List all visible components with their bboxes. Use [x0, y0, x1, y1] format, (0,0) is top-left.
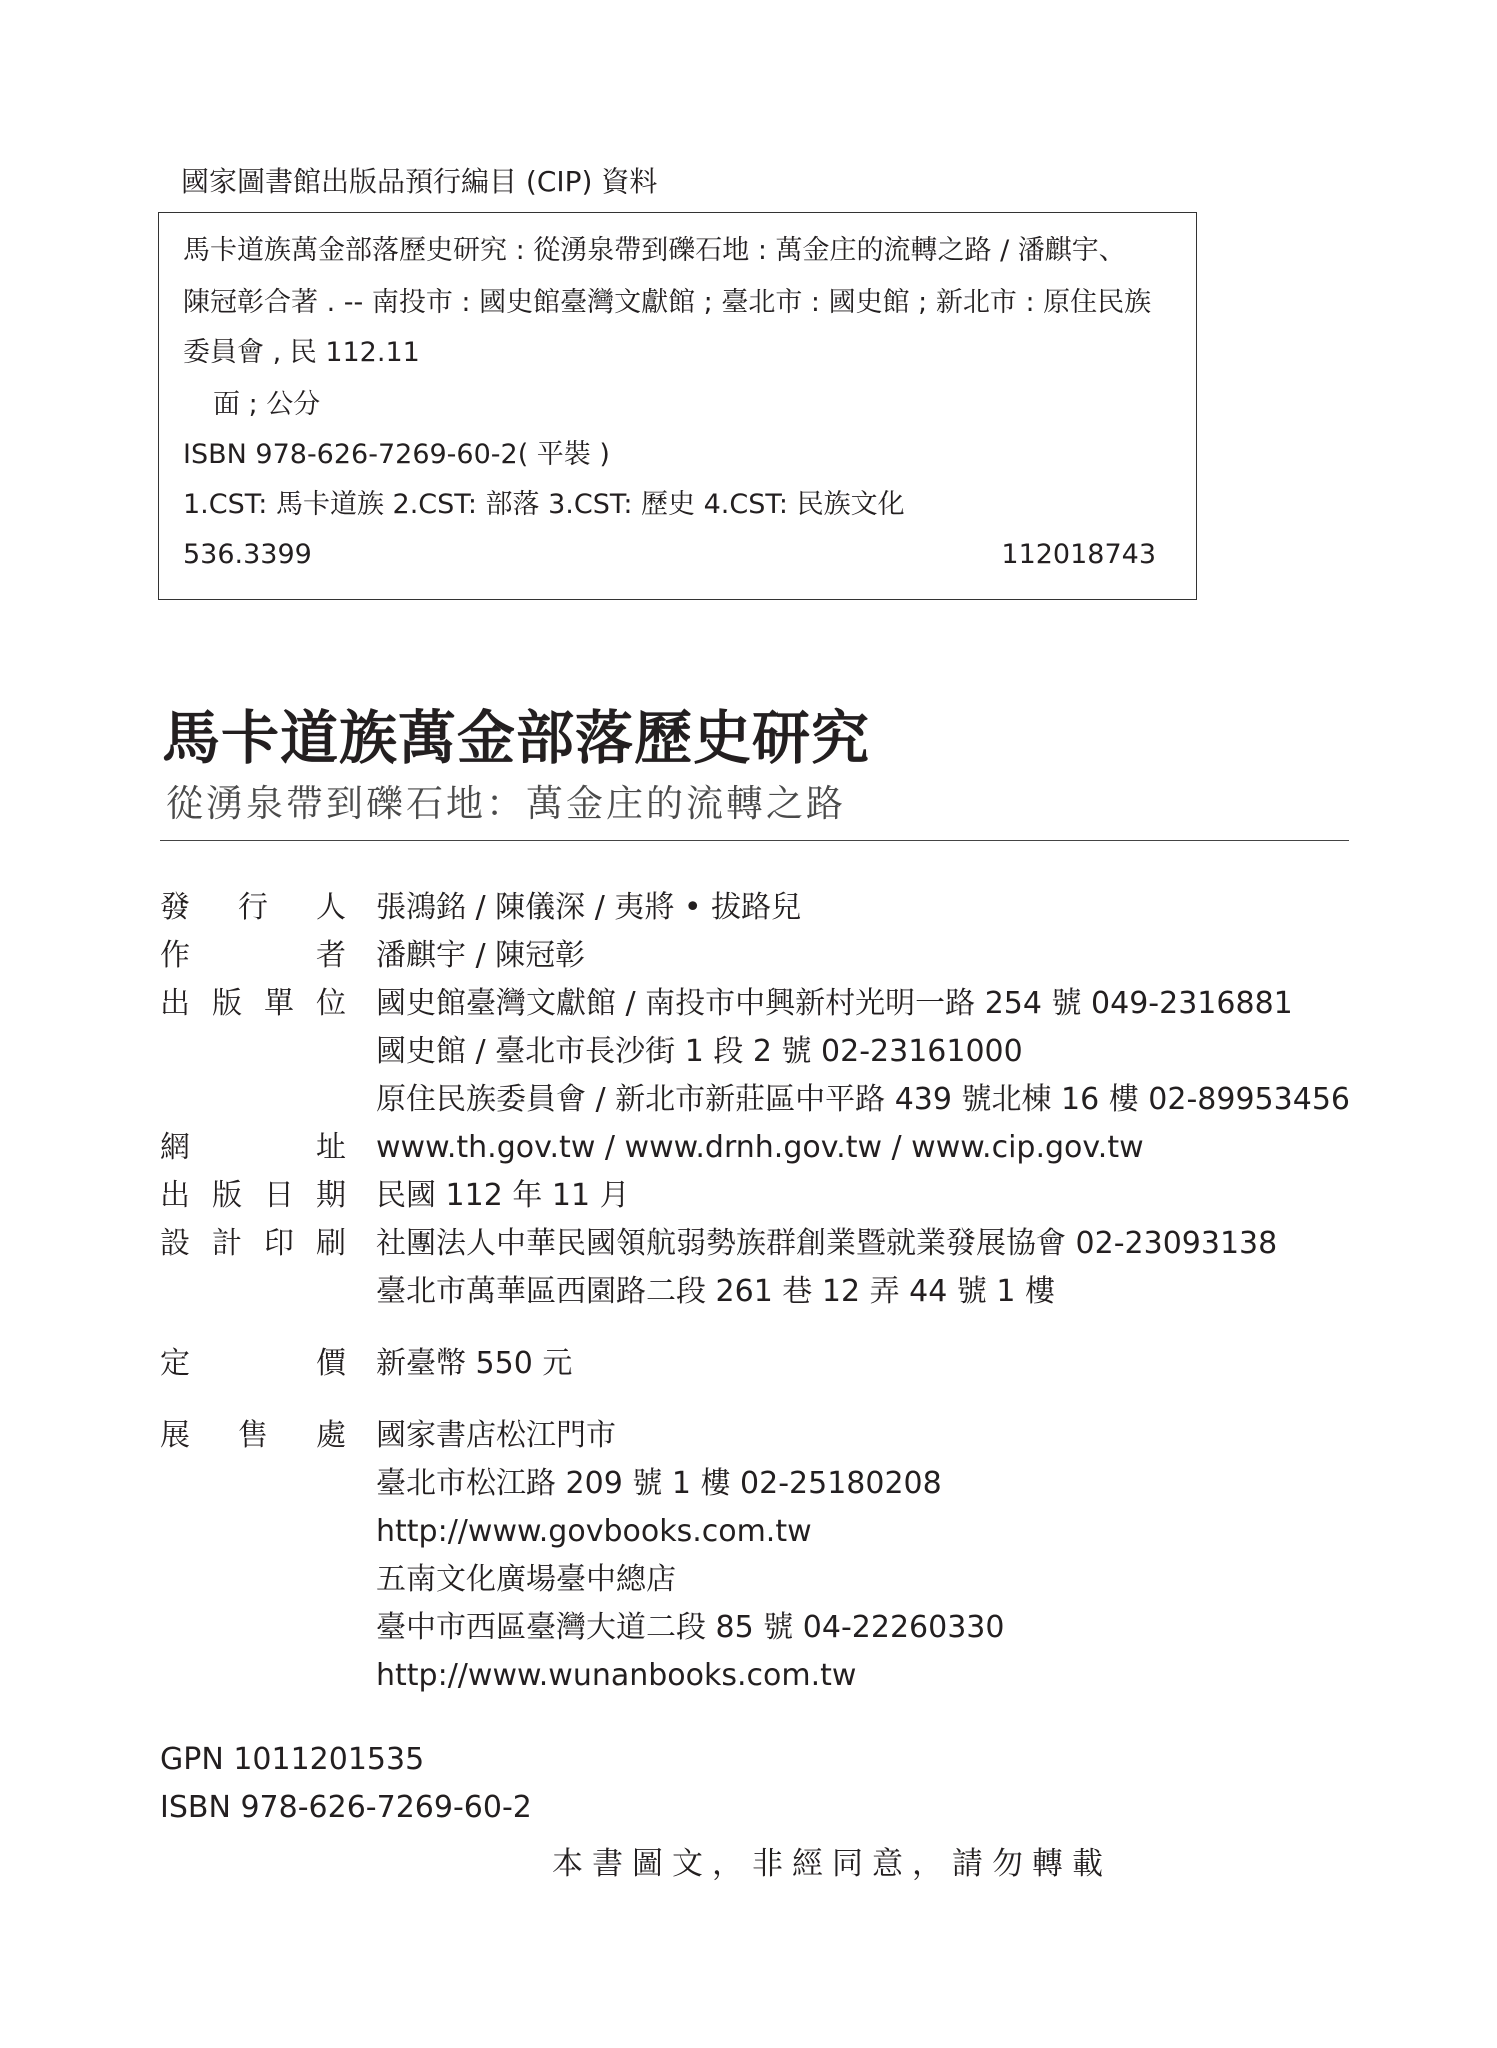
sales-url-1: http://www.govbooks.com.tw — [376, 1514, 812, 1549]
publishing-unit-label: 出 版 單 位 — [160, 986, 346, 1021]
sales-address-2: 臺中市西區臺灣大道二段 85 號 04-22260330 — [376, 1610, 1005, 1645]
author-label: 作 者 — [160, 938, 346, 973]
website-label: 網 址 — [160, 1130, 346, 1165]
publisher-label: 發 行 人 — [160, 890, 346, 925]
isbn-number: ISBN 978-626-7269-60-2 — [160, 1790, 532, 1825]
price-value: 新臺幣 550 元 — [376, 1346, 573, 1381]
book-title: 馬卡道族萬金部落歷史研究 — [162, 704, 871, 772]
sales-store-2: 五南文化廣場臺中總店 — [376, 1562, 676, 1597]
publishing-unit-2: 國史館 / 臺北市長沙街 1 段 2 號 02-23161000 — [376, 1034, 1023, 1069]
date-value: 民國 112 年 11 月 — [376, 1178, 630, 1213]
publishing-unit-3: 原住民族委員會 / 新北市新莊區中平路 439 號北棟 16 樓 02-89953456 — [376, 1082, 1350, 1117]
sales-address-1: 臺北市松江路 209 號 1 樓 02-25180208 — [376, 1466, 942, 1501]
cip-record-number: 112018743 — [1001, 539, 1156, 570]
cip-line-date: 委員會 , 民 112.11 — [183, 337, 420, 368]
design-value-1: 社團法人中華民國領航弱勢族群創業暨就業發展協會 02-23093138 — [376, 1226, 1278, 1261]
sales-url-2: http://www.wunanbooks.com.tw — [376, 1658, 857, 1693]
book-subtitle: 從湧泉帶到礫石地：萬金庄的流轉之路 — [166, 782, 846, 825]
price-label: 定 價 — [160, 1346, 346, 1381]
design-value-2: 臺北市萬華區西園路二段 261 巷 12 弄 44 號 1 樓 — [376, 1274, 1055, 1309]
cip-record-box — [158, 212, 1197, 600]
cip-line-subjects: 1.CST: 馬卡道族 2.CST: 部落 3.CST: 歷史 4.CST: 民族文化 — [183, 489, 905, 520]
cip-line-pages: 面 ; 公分 — [213, 389, 321, 420]
cip-classification: 536.3399 — [183, 539, 312, 570]
cip-heading: 國家圖書館出版品預行編目 (CIP) 資料 — [181, 165, 658, 198]
author-value: 潘麒宇 / 陳冠彰 — [376, 938, 586, 973]
cip-line-title: 馬卡道族萬金部落歷史研究 : 從湧泉帶到礫石地 : 萬金庄的流轉之路 / 潘麒宇、 — [183, 235, 1126, 266]
gpn-number: GPN 1011201535 — [160, 1742, 425, 1777]
copyright-notice: 本書圖文，非經同意，請勿轉載 — [552, 1846, 1112, 1882]
sales-store-1: 國家書店松江門市 — [376, 1418, 616, 1453]
website-value: www.th.gov.tw / www.drnh.gov.tw / www.cip.gov.tw — [376, 1130, 1144, 1165]
publishing-unit-1: 國史館臺灣文獻館 / 南投市中興新村光明一路 254 號 049-2316881 — [376, 986, 1293, 1021]
cip-line-publishers: 陳冠彰合著 . -- 南投市 : 國史館臺灣文獻館 ; 臺北市 : 國史館 ; 新北市 : 原住民族 — [183, 287, 1152, 318]
cip-line-isbn: ISBN 978-626-7269-60-2( 平裝 ) — [183, 439, 610, 470]
date-label: 出 版 日 期 — [160, 1178, 346, 1213]
publisher-value: 張鴻銘 / 陳儀深 / 夷將 • 拔路兒 — [376, 890, 802, 925]
title-divider — [160, 840, 1349, 841]
design-label: 設 計 印 刷 — [160, 1226, 346, 1261]
sales-label: 展 售 處 — [160, 1418, 346, 1453]
